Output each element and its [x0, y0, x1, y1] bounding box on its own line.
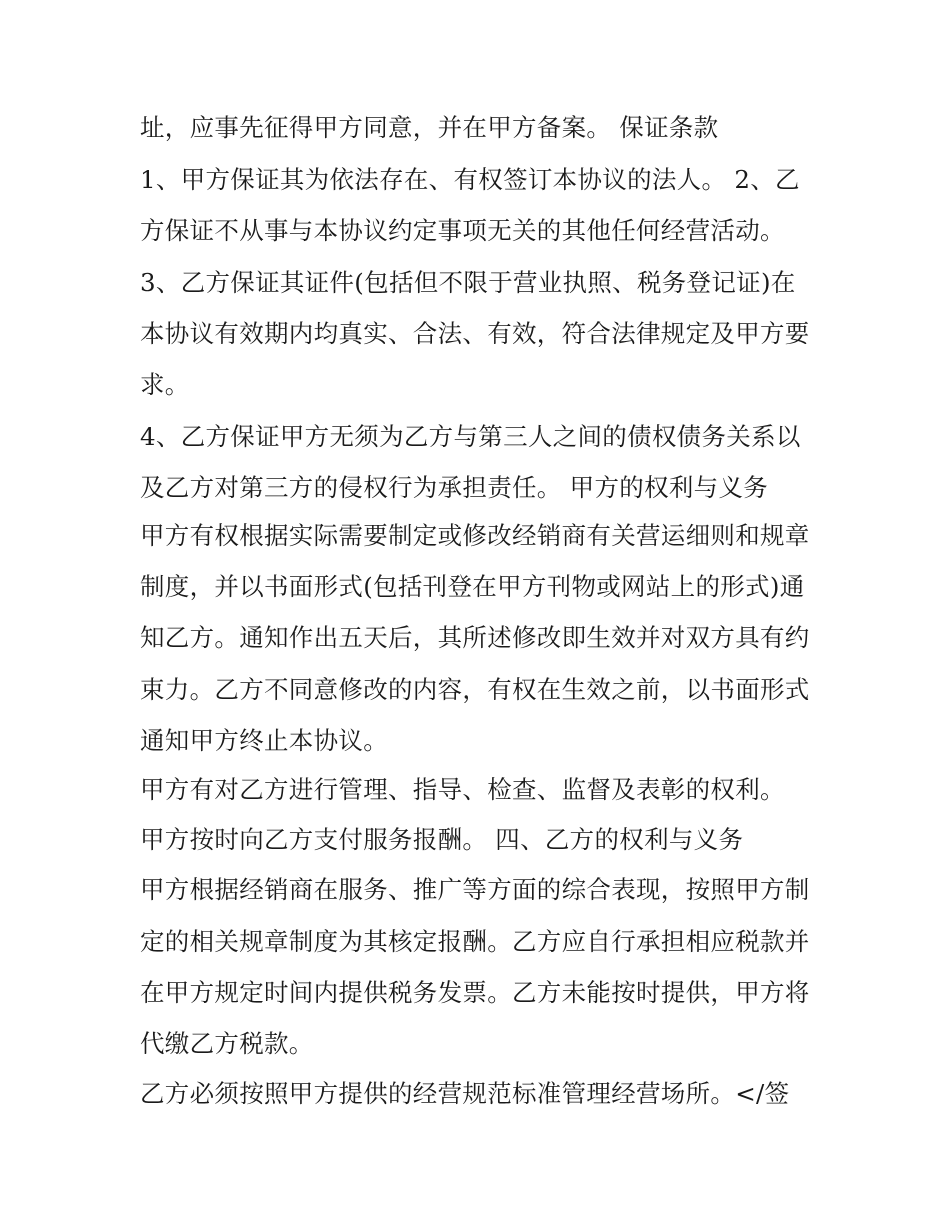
text-line-11: 知乙方。通知作出五天后，其所述修改即生效并对双方具有约	[140, 623, 810, 652]
text-line-19: 代缴乙方税款。	[140, 1029, 314, 1058]
text-line-15: 甲方按时向乙方支付服务报酬。 四、乙方的权利与义务	[140, 825, 744, 854]
text-line-13: 通知甲方终止本协议。	[140, 726, 388, 755]
text-line-8: 及乙方对第三方的侵权行为承担责任。 甲方的权利与义务	[140, 473, 769, 502]
text-line-10: 制度，并以书面形式(包括刊登在甲方刊物或网站上的形式)通	[140, 572, 805, 601]
text-line-20: 乙方必须按照甲方提供的经营规范标准管理经营场所。</签	[140, 1079, 790, 1108]
text-line-5: 本协议有效期内均真实、合法、有效，符合法律规定及甲方要	[140, 319, 810, 348]
text-line-12: 束力。乙方不同意修改的内容，有权在生效之前，以书面形式	[140, 675, 810, 704]
text-line-14: 甲方有对乙方进行管理、指导、检查、监督及表彰的权利。	[140, 775, 785, 804]
text-line-7: 4、乙方保证甲方无须为乙方与第三人之间的债权债务关系以	[140, 422, 801, 451]
text-line-18: 在甲方规定时间内提供税务发票。乙方未能按时提供，甲方将	[140, 978, 810, 1007]
text-line-3: 方保证不从事与本协议约定事项无关的其他任何经营活动。	[140, 216, 785, 245]
text-line-6: 求。	[140, 370, 190, 399]
text-line-9: 甲方有权根据实际需要制定或修改经销商有关营运细则和规章	[140, 521, 810, 550]
text-line-16: 甲方根据经销商在服务、推广等方面的综合表现，按照甲方制	[140, 875, 810, 904]
text-line-4: 3、乙方保证其证件(包括但不限于营业执照、税务登记证)在	[140, 268, 796, 297]
text-line-1: 址，应事先征得甲方同意，并在甲方备案。 保证条款	[140, 113, 719, 142]
text-line-17: 定的相关规章制度为其核定报酬。乙方应自行承担相应税款并	[140, 927, 810, 956]
text-line-2: 1、甲方保证其为依法存在、有权签订本协议的法人。 2、乙	[140, 165, 800, 194]
